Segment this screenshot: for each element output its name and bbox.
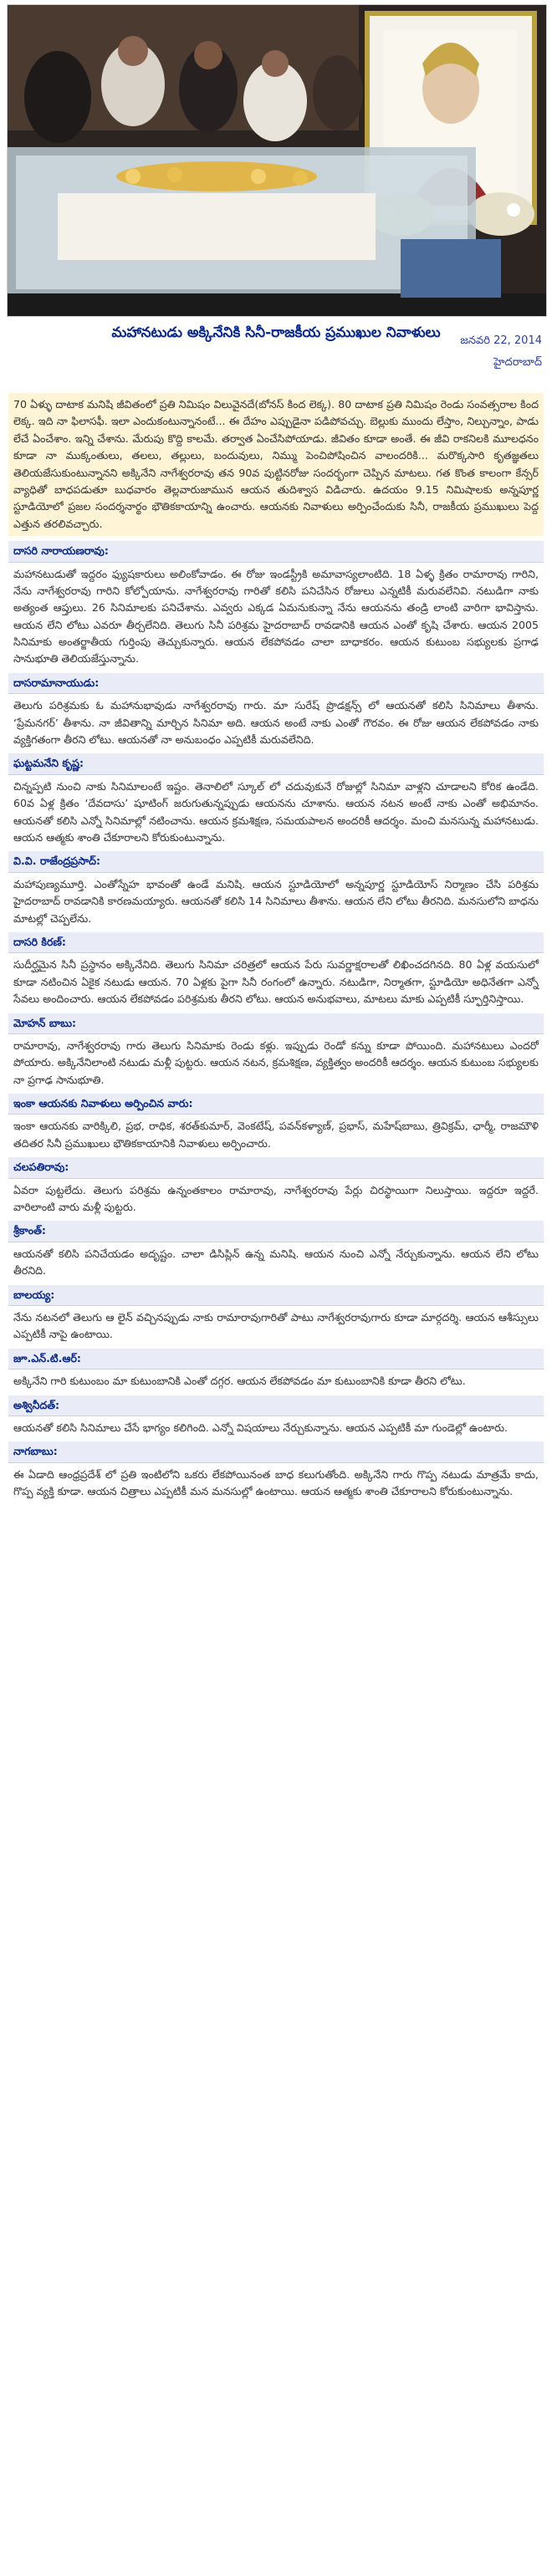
section	[8, 1013, 544, 1089]
tribute-photo	[7, 4, 547, 317]
section-title: దాసరి కిరణ్:	[8, 932, 544, 953]
section-title: శ్రీకాంత్:	[8, 1221, 544, 1242]
section-title: మోహన్ బాబు:	[8, 1013, 544, 1034]
section	[8, 1349, 544, 1390]
section-text: ఆయనతో కలిసి సినిమాలు చేసే భాగ్యం కలిగింది. ఎన్నో విషయాలు నేర్చుకున్నాను. ఆయన ఎప్పటికీ మా గుండెల్లో ఉంటారు.	[13, 1421, 509, 1434]
section	[8, 851, 544, 927]
article-date: జనవరి 22, 2014	[460, 334, 542, 347]
article-body	[8, 393, 544, 1505]
section	[8, 673, 544, 749]
section-text: ఇంకా ఆయనకు వారిక్కిలి, ప్రభ, రాధిక, శరత్‌కుమార్, వెంకటేష్, పవన్‌కళ్యాణ్, ప్రభాస్, మహేష్‌బాబు, త్రివిక్రమ్, ఛార్మీ, రాజమౌళి తదితర సినీ ప్రముఖులు భౌతికకాయానికి నివాళులు అర్పించారు.	[13, 1120, 539, 1150]
section-text: అక్కినేని గారి కుటుంబం మా కుటుంబానికి ఎంతో దగ్గర. ఆయన లేకపోవడం మా కుటుంబానికి కూడా తీరని లోటు.	[13, 1375, 466, 1388]
section	[8, 1157, 544, 1216]
section-title: అశ్వినీదత్:	[8, 1395, 544, 1416]
section	[8, 1395, 544, 1437]
article-intro: 70 ఏళ్ళు దాటాక మనిషి జీవితంలో ప్రతి నిమిషం విలువైనదే(బోనస్‌ కింద లెక్క). 80 దాటాక ప్రతి నిమిషం రెండు సంవత్సరాల కింద లెక్క. ఇది నా ఫిలాసఫీ. ఇలా ఎందుకంటున్నానంటే... ఈ దేహం ఎప్పుడైనా పడిపోవచ్చు. బెల్లుకు ముందు లేస్తాం, నిల్చున్నాం, పాడు లేచే ఏంచేశాం. ఇన్ని చేశాను. మేరుపు కొద్ది కాలమే. తర్వాత ఏంచేసిపోయాడు. జీవితం కూడా అంతే. ఈ జీవి రాకనిలకి మూలధనం కూడా నా ముక్కంతులు, తలలు, తల్లులు, బందువులు, నిమ్ము పెంచిపోషించిన వాలందరికి... మరొక్కసారి కృతజ్ఞతలు తెలియజేసుకుంటున్నానని అక్కినేని నాగేశ్వరరావు తన 90వ పుట్టినరోజు సందర్భంగా చెప్పిన మాటలు. గత కొంత కాలంగా కేన్సర్ వ్యాధితో బాధపడుతూ బుధవారం తెల్లవారుజామున ఆయన తుదిశ్వాస విడిచారు. ఉదయం 9.15 నిమిషాలకు అన్నపూర్ణ స్టూడియోలో ప్రజల సందర్శనార్థం భౌతికకాయాన్ని ఉంచారు. ఆయనకు నివాళులు అర్పించేందుకు సినీ, రాజకీయ ప్రముఖులు పెద్ద ఎత్తున తరలివచ్చారు.	[8, 393, 544, 536]
section-text: మహానటుడుతో ఇద్దరం ఫ్యుషకారులు అలింకోవాడం. ఈ రోజు ఇండస్ట్రీకి అమావాస్యలాంటిది. 18 ఏళ్ళ క్రితం రామారావు గారిని, నేను నాగేశ్వరరావు గారిని కోల్పోయాను. నాగేశ్వరరావు గారితో కలిసి పనిచేసిన రోజులు ఎన్నటికీ మరువలేనివి. నటుడిగా నాకు అత్యంత ఆప్తులు. 26 సినిమాలకు పనిచేశాను. ఎవ్వరు ఎక్కడ ఏమనుకున్నా నేను ఆయనను తండ్రి లాంటి వారిగా భావిస్తాను. ఆయన లేని లోటు ఎవరూ తీర్చలేనిది. తెలుగు సినీ పరిశ్రమ హైదరాబాద్ రావడానికి ఆయన ఎంతో కృషి చేశారు. ఆయన 2005 సినిమాకు అంతర్జాతీయ గుర్తింపు తెచ్చుకున్నారు. ఆయన లేకపోవడం చాలా బాధాకరం. ఆయన కుటుంబ సభ్యులకు ప్రగాఢ సానుభూతి తెలియజేస్తున్నాను.	[13, 567, 539, 666]
section-text: రామారావు, నాగేశ్వరరావు గారు తెలుగు సినిమాకు రెండు కళ్లు. ఇప్పుడు రెండో కన్ను కూడా పోయింది. మహానటులు ఎందరో పోయారు. అక్కినేనిలాంటి నటుడు మళ్లీ పుట్టరు. ఆయన నటన, క్రమశిక్షణ, వ్యక్తిత్వం అందరికీ ఆదర్శం. ఆయన కుటుంబ సభ్యులకు నా ప్రగాఢ సానుభూతి.	[13, 1038, 539, 1086]
section-title: దాసరి నారాయణరావు:	[8, 541, 544, 562]
section-text: తెలుగు పరిశ్రమకు ఓ మహానుభావుడు నాగేశ్వరరావు గారు. మా సురేష్ ప్రొడక్షన్స్ లో ఆయనతో కలిసి సినిమాలు తీశాను. ‘ప్రేమనగర్’ తీశాను. నా జీవితాన్ని మార్చిన సినిమా అది. ఆయన అంటే నాకు ఎంతో గౌరవం. ఈ రోజు ఆయన లేకపోవడం నాకు వ్యక్తిగతంగా తీరని లోటు. ఆయనతో నా అనుబంధం ఎప్పటికీ మరువలేనిది.	[13, 699, 539, 747]
section-title: బాలయ్య:	[8, 1285, 544, 1306]
section-title: వి.వి. రాజేంద్రప్రసాద్:	[8, 851, 544, 872]
article-place: హైదరాబాద్	[493, 356, 542, 369]
section-text: మహాపుణ్యమూర్తి. ఎంతోస్నేహ భావంతో ఉండే మనిషి. ఆయన స్టూడియోలో అన్నపూర్ణ స్టూడియోస్ నిర్మాణం చేసి పరిశ్రమ హైదరాబాద్ రావడానికి కారణమయ్యారు. ఆయనతో కలిసి 14 సినిమాలు తీశాను. ఆయన లేని లోటు తీరనిది. మనసులోని బాధను మాటల్లో చెప్పలేను.	[13, 877, 539, 925]
section-title: చలపతిరావు:	[8, 1157, 544, 1178]
section-title: ఘట్టమనేని కృష్ణ:	[8, 753, 544, 774]
section-title: ఇంకా ఆయనకు నివాళులు అర్పించిన వారు:	[8, 1094, 544, 1115]
section-text: సుదీర్ఘమైన సినీ ప్రస్థానం అక్కినేనిది. తెలుగు సినిమా చరిత్రలో ఆయన పేరు సువర్ణాక్షరాలతో లిఖించదగినది. 80 ఏళ్ల వయసులో కూడా నటించిన ఏకైక నటుడు ఆయన. 70 ఏళ్లకు పైగా సినీ రంగంలో ఉన్నారు. నటుడిగా, నిర్మాతగా, స్టూడియో అధినేతగా ఎన్నో సేవలు అందించారు. ఆయన లేకపోవడం పరిశ్రమకు తీరని లోటు. ఆయన అనుభవాలు, మాటలు మాకు ఎప్పటికీ స్ఫూర్తినిస్తాయి.	[13, 958, 539, 1006]
mourners-photo-illustration	[8, 5, 546, 316]
section	[8, 1221, 544, 1279]
section	[8, 932, 544, 1008]
section-title: జూ.ఎన్.టి.ఆర్:	[8, 1349, 544, 1370]
section	[8, 541, 544, 668]
section	[8, 1441, 544, 1500]
section-text: చిన్నప్పటి నుంచి నాకు సినిమాలంటే ఇష్టం. తెనాలిలో స్కూల్ లో చదువుకునే రోజుల్లో సినిమా వాళ్లని చూడాలని కోరిక ఉండేది. 60వ ఏళ్ల క్రితం ‘దేవదాసు’ షూటింగ్ జరుగుతున్నప్పుడు ఆయనను చూశాను. ఆయన నటన అంటే నాకు ఎంతో అభిమానం. ఆయనతో కలిసి ఎన్నో సినిమాల్లో నటించాను. ఆయన క్రమశిక్షణ, సమయపాలన అందరికీ ఆదర్శం. మంచి మనసున్న మహానటుడు. ఆయన ఆత్మకు శాంతి చేకూరాలని కోరుకుంటున్నాను.	[13, 779, 539, 844]
section-text: ఏవరా పుట్టలేదు. తెలుగు పరిశ్రమ ఉన్నంతకాలం రామారావు, నాగేశ్వరరావు పేర్లు చిరస్థాయిగా నిలుస్తాయి. ఇద్దరూ ఇద్దరే. వారిలాంటి వారు మళ్లీ పుట్టరు.	[13, 1183, 539, 1214]
section	[8, 1094, 544, 1152]
section-text: నేను నటనలో తెలుగు ఆ లైన్ వచ్చినప్పుడు నాకు రామారావుగారితో పాటు నాగేశ్వరరావుగారు కూడా మార్గదర్శి. ఆయన ఆశీస్సులు ఎప్పటికీ నాపై ఉంటాయి.	[13, 1310, 539, 1341]
section-text: ఈ ఏడాది ఆంధ్రప్రదేశ్ లో ప్రతి ఇంటిలోని ఒకరు లేకపోయినంత బాధ కలుగుతోంది. అక్కినేని గారు గొప్ప నటుడు మాత్రమే కాదు, గొప్ప వ్యక్తి కూడా. ఆయన చిత్రాలు ఎప్పటికీ మన మనసుల్లో ఉంటాయి. ఆయన ఆత్మకు శాంతి చేకూరాలని కోరుకుంటున్నాను.	[13, 1467, 539, 1498]
article-headline: మహానటుడు అక్కినేనికి సినీ-రాజకీయ ప్రముఖుల నివాళులు	[111, 324, 441, 341]
section-text: ఆయనతో కలిసి పనిచేయడం అదృష్టం. చాలా డిసిప్లిన్ ఉన్న మనిషి. ఆయన నుంచి ఎన్నో నేర్చుకున్నాను. ఆయన లేని లోటు తీరనిది.	[13, 1247, 539, 1278]
section	[8, 753, 544, 846]
section-title: దాసరామానాయుడు:	[8, 673, 544, 694]
section	[8, 1285, 544, 1344]
section-title: నాగబాబు:	[8, 1441, 544, 1462]
